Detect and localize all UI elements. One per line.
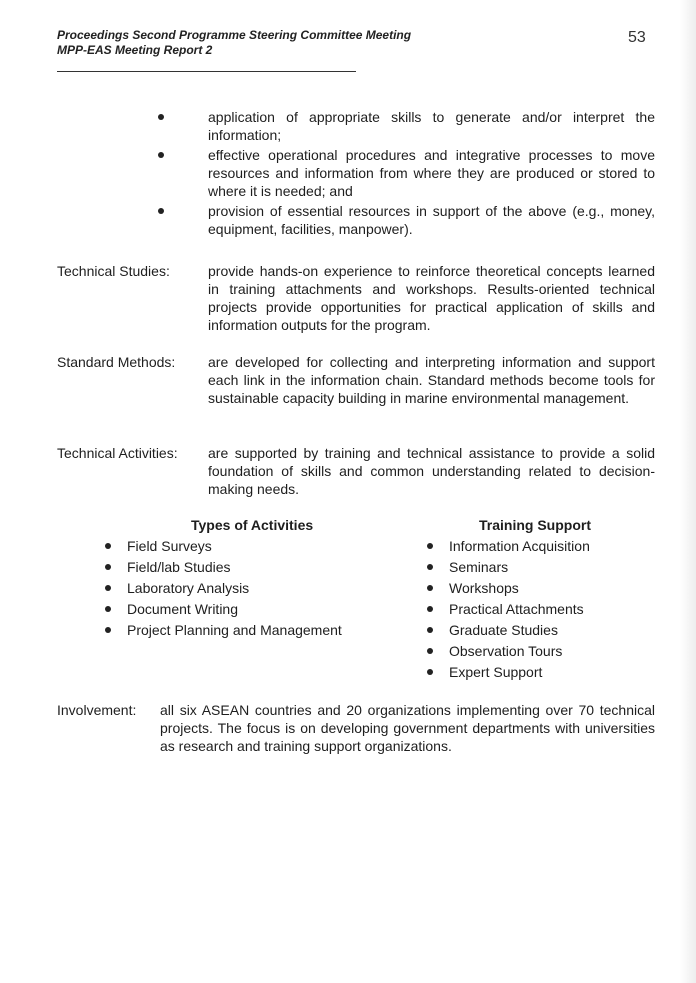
definition-body: all six ASEAN countries and 20 organizations implementing over 70 technical projects. The focus is on developing government departments with universities as research and training support organizations. xyxy=(160,702,655,754)
definition-technical-activities xyxy=(57,444,655,498)
bullet-icon xyxy=(105,543,111,549)
list-item xyxy=(425,620,590,641)
bullet-icon xyxy=(158,114,164,120)
list-item-text: effective operational procedures and integrative processes to move resources and information from where they are produced or stored to where it is needed; and xyxy=(208,147,655,199)
list-item-text: Observation Tours xyxy=(449,643,563,659)
intro-bullet-list xyxy=(150,108,655,240)
bullet-icon xyxy=(427,669,433,675)
list-item-text: Field/lab Studies xyxy=(127,559,231,575)
list-item xyxy=(103,536,342,557)
bullet-icon xyxy=(427,564,433,570)
list-item xyxy=(103,578,342,599)
definition-term: Technical Activities: xyxy=(57,445,178,461)
bullet-icon xyxy=(427,543,433,549)
training-list xyxy=(425,536,590,683)
list-item xyxy=(425,557,590,578)
definition-standard-methods xyxy=(57,353,655,407)
definition-body: are developed for collecting and interpreting information and support each link in the information chain. Standard methods become tools for sustainable capacity building in marine environmental management. xyxy=(208,354,655,406)
list-item xyxy=(425,536,590,557)
list-item-text: Seminars xyxy=(449,559,509,575)
definition-term: Technical Studies: xyxy=(57,263,170,279)
list-item-text: Project Planning and Management xyxy=(127,622,342,638)
list-item xyxy=(150,146,655,200)
page-number: 53 xyxy=(628,29,646,46)
list-item-text: Workshops xyxy=(449,580,519,596)
bullet-icon xyxy=(427,606,433,612)
definition-involvement xyxy=(57,701,655,755)
list-item-text: Field Surveys xyxy=(127,538,212,554)
bullet-icon xyxy=(158,208,164,214)
list-item xyxy=(150,202,655,238)
definition-term: Standard Methods: xyxy=(57,354,176,370)
header-title-line1: Proceedings Second Programme Steering Committee Meeting xyxy=(57,28,412,42)
definition-body: provide hands-on experience to reinforce theoretical concepts learned in training attachments and workshops. Results-oriented technical projects provide opportunities for practical application of skills and information outputs for the program. xyxy=(208,263,655,333)
list-item-text: Practical Attachments xyxy=(449,601,584,617)
header-divider xyxy=(57,71,356,72)
list-item xyxy=(425,578,590,599)
list-item xyxy=(425,662,590,683)
bullet-icon xyxy=(427,585,433,591)
list-item-text: Graduate Studies xyxy=(449,622,558,638)
page-edge-shadow xyxy=(680,0,696,983)
bullet-icon xyxy=(105,606,111,612)
list-item-text: Laboratory Analysis xyxy=(127,580,250,596)
list-item xyxy=(103,599,342,620)
list-item-text: application of appropriate skills to generate and/or interpret the information; xyxy=(208,109,655,143)
list-item-text: Document Writing xyxy=(127,601,239,617)
running-header xyxy=(57,28,411,58)
list-item xyxy=(425,641,590,662)
activities-list xyxy=(103,536,342,641)
bullet-icon xyxy=(158,152,164,158)
list-item xyxy=(103,620,342,641)
bullet-icon xyxy=(105,585,111,591)
definition-term: Involvement: xyxy=(57,702,137,718)
list-item xyxy=(103,557,342,578)
list-item-text: provision of essential resources in support of the above (e.g., money, equipment, facilities, manpower). xyxy=(208,203,655,237)
list-item xyxy=(425,599,590,620)
header-title-line2: MPP-EAS Meeting Report 2 xyxy=(57,43,213,57)
bullet-icon xyxy=(427,627,433,633)
definition-technical-studies xyxy=(57,262,655,334)
bullet-icon xyxy=(105,627,111,633)
bullet-icon xyxy=(427,648,433,654)
list-item-text: Information Acquisition xyxy=(449,538,590,554)
definition-body: are supported by training and technical assistance to provide a solid foundation of skills and common understanding related to decision-making needs. xyxy=(208,445,655,497)
list-item-text: Expert Support xyxy=(449,664,543,680)
training-heading: Training Support xyxy=(479,517,591,533)
activities-heading: Types of Activities xyxy=(191,517,314,533)
bullet-icon xyxy=(105,564,111,570)
list-item xyxy=(150,108,655,144)
